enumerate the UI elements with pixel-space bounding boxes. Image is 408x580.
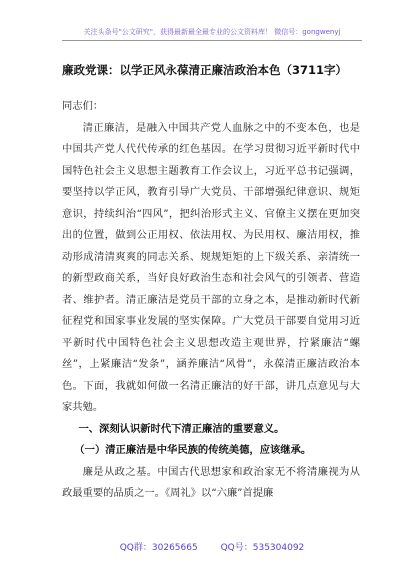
footer-contacts	[62, 540, 362, 553]
section-heading: 一、深刻认识新时代下清正廉洁的重要意义。	[78, 422, 285, 435]
document-title: 廉政党课：以学正风永葆清正廉洁政治本色（3711字）	[62, 63, 348, 77]
salutation: 同志们：	[62, 100, 104, 112]
header-divider	[62, 40, 362, 41]
document-body	[62, 96, 360, 505]
qq-number: QQ号：535304092	[220, 543, 305, 553]
body-paragraph: 清正廉洁，是融入中国共产党人血脉之中的不变本色，也是中国共产党人代代传承的红色基因。在学习贯彻习近平新时代中国特色社会主义思想主题教育工作会议上，习近平总书记强调，要坚持以学正风，教育引导广大党员、干部增强纪律意识、规矩意识，持续纠治“四风”，把纠治形式主义、官僚主义摆在更加突出的位置，做到公正用权、依法用权、为民用权、廉洁用权，推动形成清清爽爽的同志关系、规规矩矩的上下级关系、亲清统一的新型政商关系，当好良好政治生态和社会风气的引领者、营造者、维护者。清正廉洁是党员干部的立身之本，是推动新时代新征程党和国家事业发展的坚实保障。广大党员干部要自觉用习近平新时代中国特色社会主义思想改造主观世界，拧紧廉洁“螺丝”，上紧廉洁“发条”，涵养廉洁“风骨”，永葆清正廉洁政治本色。下面，我就如何做一名清正廉洁的好干部，讲几点意见与大家共勉。	[62, 121, 360, 413]
header-banner: 关注头条号"公文研究"，获得最新最全最专业的公文资料库！ 微信号：gongwenyj	[83, 28, 341, 36]
body-paragraph-last: 廉是从政之基。中国古代思想家和政治家无不将清廉视为从政最重要的品质之一。《周礼》以“六廉”首提廉	[62, 465, 360, 499]
qq-group: QQ群：30265665	[119, 543, 198, 553]
subsection-heading: （一）清正廉洁是中华民族的传统美德，应该继承。	[74, 444, 312, 456]
